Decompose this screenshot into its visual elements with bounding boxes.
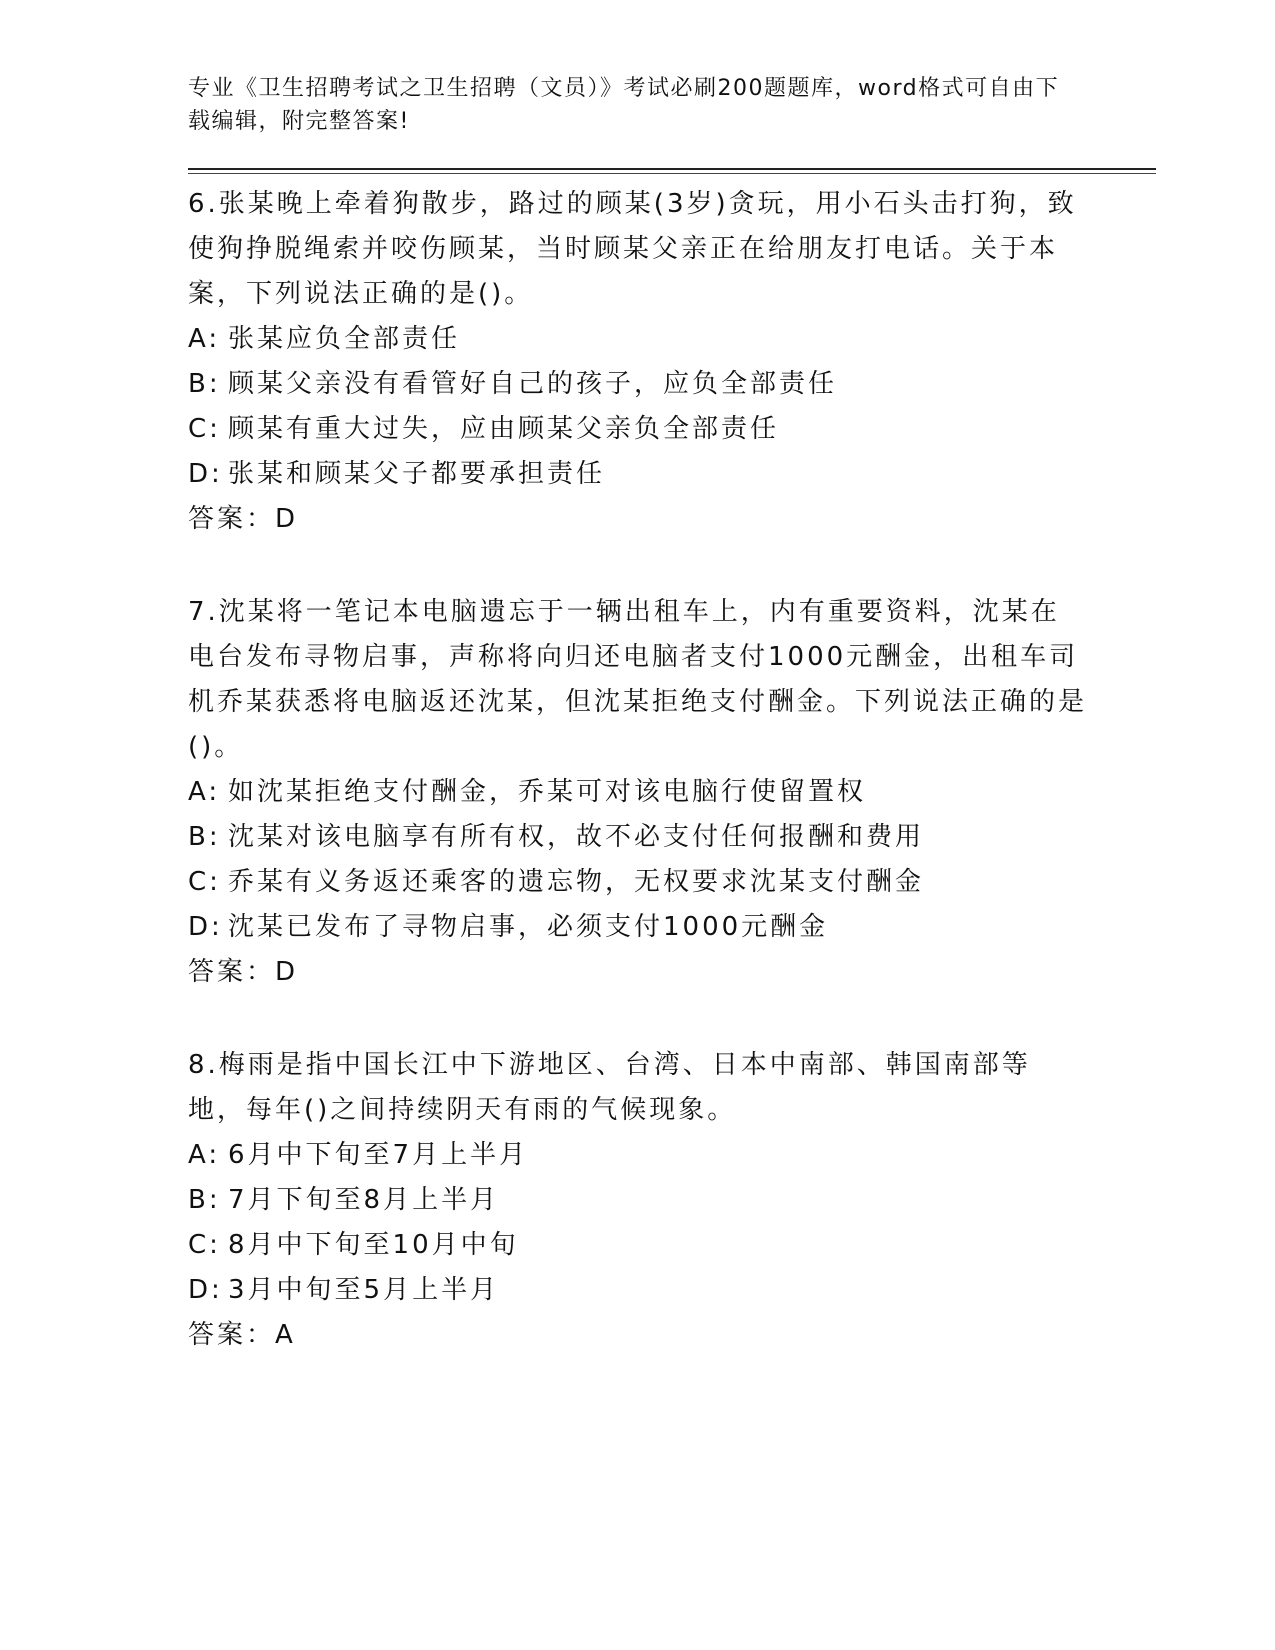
option-letter: D: <box>188 912 223 942</box>
option-c <box>188 860 1158 905</box>
option-letter: D: <box>188 459 223 489</box>
option-d <box>188 905 1158 950</box>
option-letter: C: <box>188 867 221 897</box>
option-text: 如沈某拒绝支付酬金，乔某可对该电脑行使留置权 <box>228 777 867 807</box>
answer-line: 答案：A <box>188 1320 296 1350</box>
option-d <box>188 1268 1158 1313</box>
question-7 <box>188 590 1158 995</box>
option-b <box>188 815 1158 860</box>
option-letter: B: <box>188 822 221 852</box>
question-stem: 7.沈某将一笔记本电脑遗忘于一辆出租车上，内有重要资料，沈某在电台发布寻物启事，声称将向归还电脑者支付1000元酬金，出租车司机乔某获悉将电脑返还沈某，但沈某拒绝支付酬金。下列说法正确的是()。 <box>188 597 1088 762</box>
option-letter: B: <box>188 369 221 399</box>
option-text: 顾某有重大过失，应由顾某父亲负全部责任 <box>228 414 780 444</box>
document-header: 专业《卫生招聘考试之卫生招聘（文员）》考试必刷200题题库，word格式可自由下载编辑，附完整答案! <box>188 76 1060 134</box>
option-c <box>188 407 1158 452</box>
question-stem: 8.梅雨是指中国长江中下游地区、台湾、日本中南部、韩国南部等地，每年()之间持续阴天有雨的气候现象。 <box>188 1050 1031 1125</box>
option-a <box>188 1133 1158 1178</box>
option-letter: D: <box>188 1275 223 1305</box>
question-8 <box>188 1043 1158 1358</box>
document-page <box>188 72 1158 1406</box>
option-letter: A: <box>188 324 221 354</box>
option-letter: C: <box>188 414 221 444</box>
answer-line: 答案：D <box>188 504 299 534</box>
option-letter: A: <box>188 777 221 807</box>
option-letter: A: <box>188 1140 221 1170</box>
divider-thin <box>188 173 1156 174</box>
option-text: 张某和顾某父子都要承担责任 <box>228 459 606 489</box>
option-text: 顾某父亲没有看管好自己的孩子，应负全部责任 <box>228 369 838 399</box>
option-text: 沈某已发布了寻物启事，必须支付1000元酬金 <box>228 912 829 942</box>
option-a <box>188 770 1158 815</box>
option-letter: C: <box>188 1230 221 1260</box>
option-text: 乔某有义务返还乘客的遗忘物，无权要求沈某支付酬金 <box>228 867 925 897</box>
option-b <box>188 1178 1158 1223</box>
option-text: 张某应负全部责任 <box>228 324 461 354</box>
question-stem: 6.张某晚上牵着狗散步，路过的顾某(3岁)贪玩，用小石头击打狗，致使狗挣脱绳索并咬伤顾某，当时顾某父亲正在给朋友打电话。关于本案，下列说法正确的是()。 <box>188 189 1077 309</box>
option-c <box>188 1223 1158 1268</box>
option-b <box>188 362 1158 407</box>
divider-thick <box>188 168 1156 170</box>
answer-line: 答案：D <box>188 957 299 987</box>
option-d <box>188 452 1158 497</box>
option-text: 3月中旬至5月上半月 <box>228 1275 500 1305</box>
header-divider <box>188 168 1158 174</box>
option-text: 8月中下旬至10月中旬 <box>228 1230 519 1260</box>
option-letter: B: <box>188 1185 221 1215</box>
question-6 <box>188 182 1158 542</box>
option-text: 沈某对该电脑享有所有权，故不必支付任何报酬和费用 <box>228 822 925 852</box>
option-a <box>188 317 1158 362</box>
option-text: 7月下旬至8月上半月 <box>228 1185 500 1215</box>
option-text: 6月中下旬至7月上半月 <box>228 1140 529 1170</box>
